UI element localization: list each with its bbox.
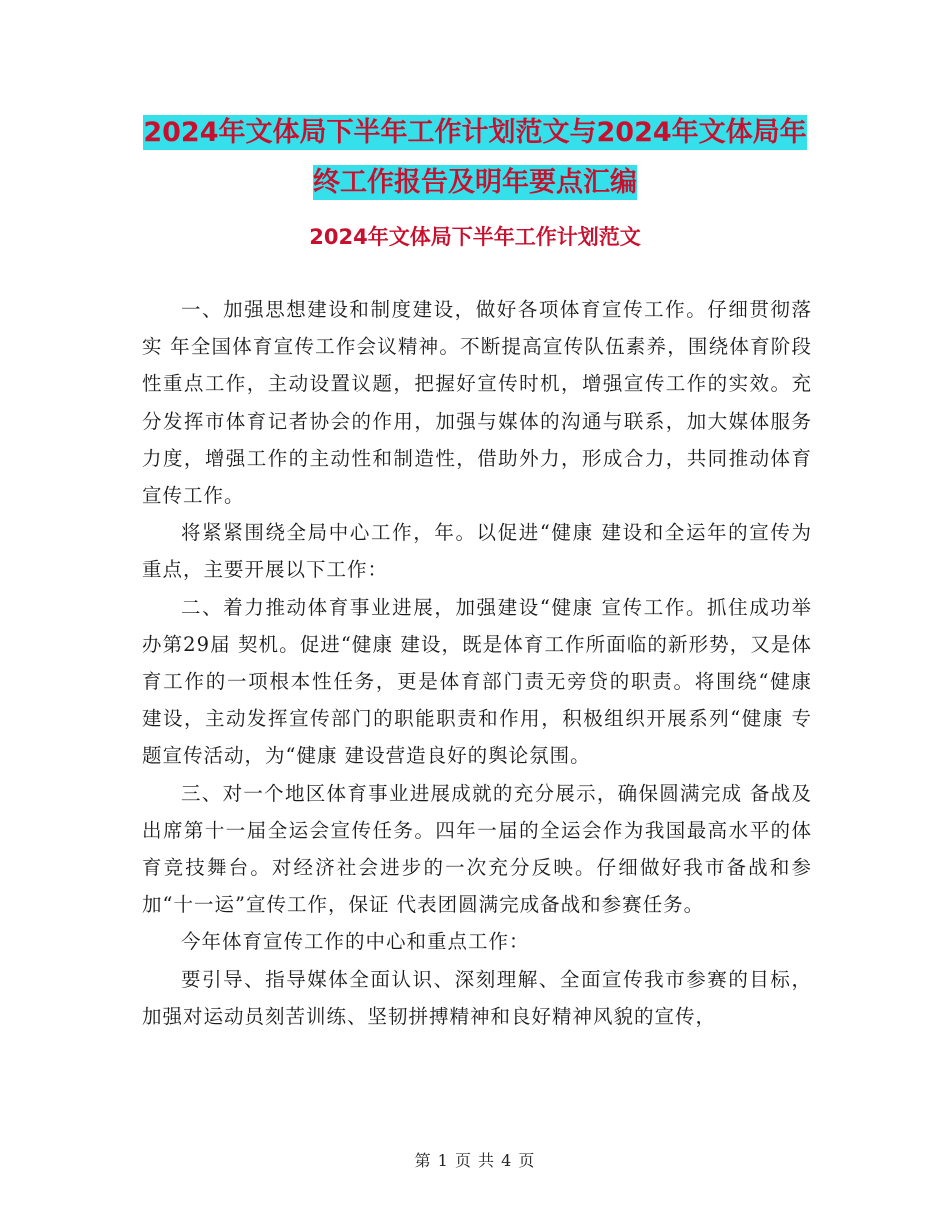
title-line-1: 2024年文体局下半年工作计划范文与2024年文体局年 <box>143 117 807 148</box>
section-title: 2024年文体局下半年工作计划范文 <box>309 225 641 249</box>
document-body <box>142 291 812 1035</box>
paragraph-4: 三、对一个地区体育事业进展成就的充分展示，确保圆满完成 备战及出席第十一届全运会宣传任务。四年一届的全运会作为我国最高水平的体育竞技舞台。对经济社会进步的一次充分反映。仔细做好我市备战和参加“十一运”宣传工作，保证 代表团圆满完成备战和参赛任务。 <box>142 781 812 917</box>
paragraph-3: 二、着力推动体育事业进展，加强建设“健康 宣传工作。抓住成功举办第29届 契机。促进“健康 建设，既是体育工作所面临的新形势，又是体育工作的一项根本性任务，更是体育部门责无旁贷的职责。将围绕“健康 建设，主动发挥宣传部门的职能职责和作用，积极组织开展系列“健康 专题宣传活动，为“健康 建设营造良好的舆论氛围。 <box>142 595 812 768</box>
document-title <box>0 108 950 208</box>
paragraph-6: 要引导、指导媒体全面认识、深刻理解、全面宣传我市参赛的目标，加强对运动员刻苦训练、坚韧拼搏精神和良好精神风貌的宣传， <box>142 967 812 1028</box>
page-number-footer: 第 1 页 共 4 页 <box>414 1151 536 1170</box>
paragraph-1: 一、加强思想建设和制度建设，做好各项体育宣传工作。仔细贯彻落实 年全国体育宣传工作会议精神。不断提高宣传队伍素养，围绕体育阶段性重点工作，主动设置议题，把握好宣传时机，增强宣传工作的实效。充分发挥市体育记者协会的作用，加强与媒体的沟通与联系，加大媒体服务力度，增强工作的主动性和制造性，借助外力，形成合力，共同推动体育宣传工作。 <box>142 298 812 508</box>
paragraph-2: 将紧紧围绕全局中心工作，年。以促进“健康 建设和全运年的宣传为重点，主要开展以下工作： <box>142 521 812 582</box>
title-line-2: 终工作报告及明年要点汇编 <box>313 167 637 198</box>
paragraph-5: 今年体育宣传工作的中心和重点工作： <box>181 930 530 954</box>
